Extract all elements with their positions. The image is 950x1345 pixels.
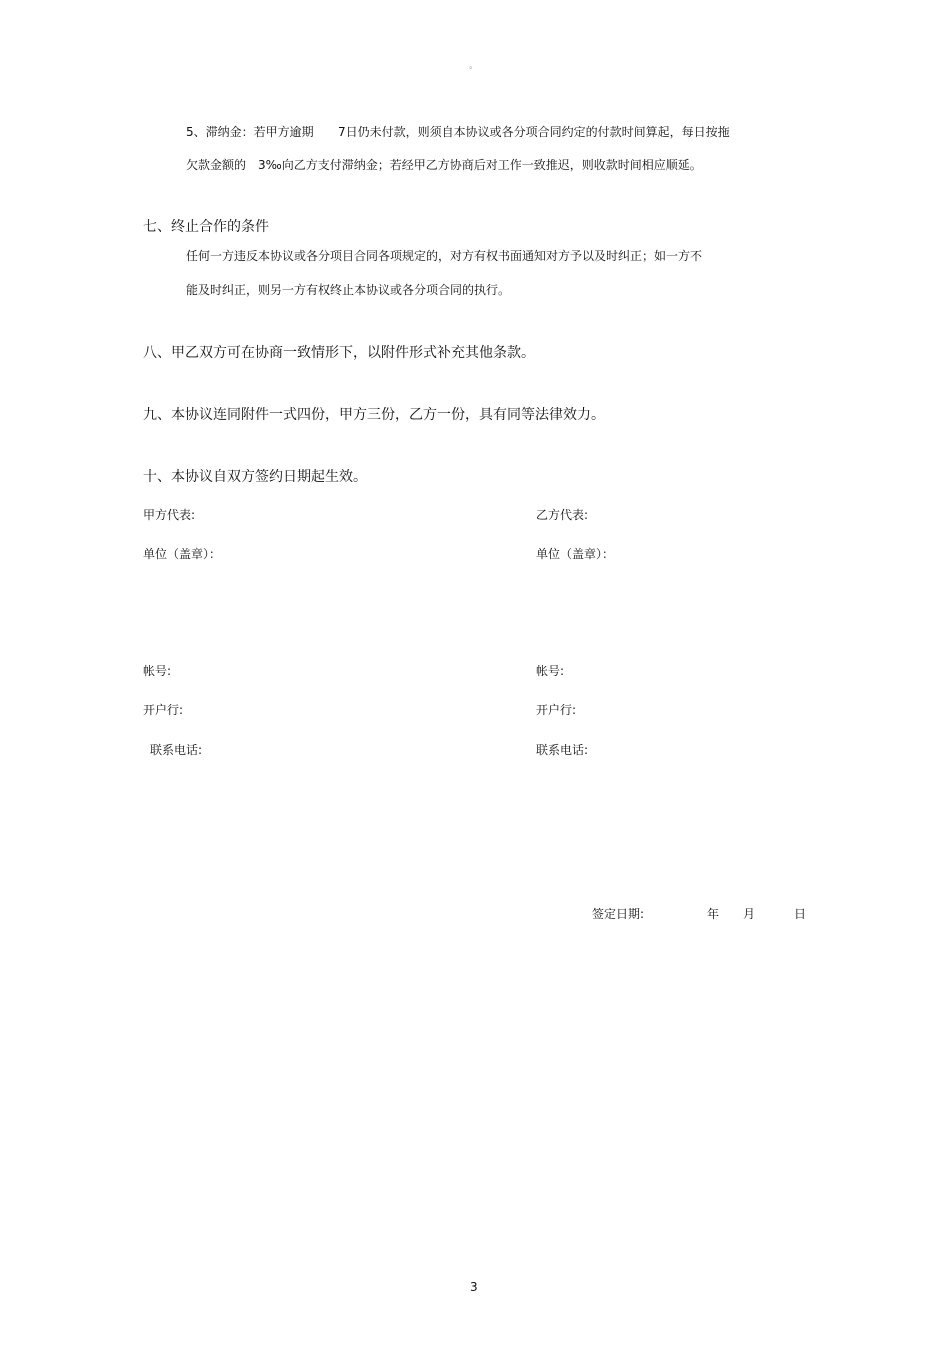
sign-date-day: 日 bbox=[794, 907, 807, 921]
clause5-line1-part1: 5、滞纳金：若甲方逾期 bbox=[186, 125, 314, 139]
party-a-account-label: 帐号: bbox=[143, 664, 172, 678]
header-dot: 。 bbox=[469, 61, 479, 71]
party-b-representative-label: 乙方代表: bbox=[536, 508, 589, 522]
party-a-bank-label: 开户行: bbox=[143, 703, 184, 717]
section7-line2: 能及时纠正，则另一方有权终止本协议或各分项合同的执行。 bbox=[186, 283, 511, 297]
party-a-unit-label: 单位（盖章）： bbox=[143, 547, 222, 561]
section7-title: 七、终止合作的条件 bbox=[143, 219, 269, 235]
sign-date-label: 签定日期: bbox=[592, 907, 645, 921]
party-a-phone-label: 联系电话: bbox=[150, 743, 203, 757]
sign-date-year: 年 bbox=[707, 907, 720, 921]
page-number: 3 bbox=[470, 1280, 478, 1294]
party-b-bank-label: 开户行: bbox=[536, 703, 577, 717]
clause5-line2-part1: 欠款金额的 bbox=[186, 158, 247, 172]
party-a-representative-label: 甲方代表: bbox=[143, 508, 196, 522]
party-b-unit-label: 单位（盖章）： bbox=[536, 547, 615, 561]
section10-text: 十、本协议自双方签约日期起生效。 bbox=[143, 469, 367, 485]
section8-text: 八、甲乙双方可在协商一致情形下，以附件形式补充其他条款。 bbox=[143, 345, 535, 361]
clause5-line2-part2: 3‰向乙方支付滞纳金；若经甲乙方协商后对工作一致推迟，则收款时间相应顺延。 bbox=[258, 158, 702, 172]
section7-line1: 任何一方违反本协议或各分项目合同各项规定的，对方有权书面通知对方予以及时纠正；如一方不 bbox=[186, 249, 703, 263]
party-b-account-label: 帐号: bbox=[536, 664, 565, 678]
clause5-line1-part2: 7日仍未付款，则须自本协议或各分项合同约定的付款时间算起，每日按拖 bbox=[338, 125, 730, 139]
section9-text: 九、本协议连同附件一式四份，甲方三份，乙方一份，具有同等法律效力。 bbox=[143, 407, 605, 423]
sign-date-month: 月 bbox=[743, 907, 756, 921]
party-b-phone-label: 联系电话: bbox=[536, 743, 589, 757]
